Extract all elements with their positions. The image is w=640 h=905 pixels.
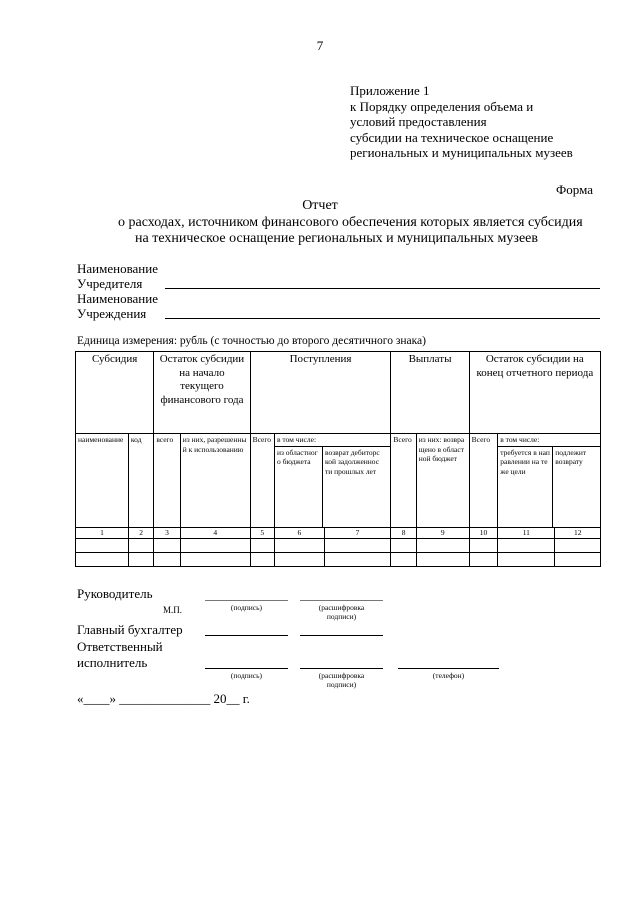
responsible-signature-line[interactable] — [205, 668, 288, 669]
founder-label: Наименование — [77, 261, 158, 276]
header-subsidy: Субсидия — [76, 352, 154, 434]
col-header: из них: возвращено в областной бюджет — [416, 434, 469, 528]
col-header: наименование — [76, 434, 129, 528]
table-cell[interactable] — [274, 552, 324, 566]
report-subtitle: о расходах, источником финансового обеспечения которых является субсидия — [118, 215, 583, 230]
institution-label: Учреждения — [77, 306, 147, 321]
col-header: в том числе: — [498, 434, 600, 447]
founder-input-line[interactable] — [165, 288, 600, 289]
table-row — [76, 538, 601, 552]
col-header-group — [498, 434, 601, 528]
accountant-decoding-line[interactable] — [300, 635, 383, 636]
header-start-balance: Остаток субсидии на начало текущего финансового года — [154, 352, 250, 434]
decoding-caption — [300, 671, 383, 689]
header-receipts: Поступления — [250, 352, 391, 434]
col-header: Всего — [391, 434, 416, 528]
col-number: 11 — [498, 527, 555, 538]
responsible-label: Ответственный — [77, 639, 163, 654]
decoding-caption-line: подписи) — [326, 680, 357, 689]
col-number: 8 — [391, 527, 416, 538]
annex-line: региональных и муниципальных музеев — [350, 145, 573, 160]
table-cell[interactable] — [391, 538, 416, 552]
signature-caption: (подпись) — [230, 603, 263, 612]
phone-caption: (телефон) — [432, 671, 465, 680]
col-header: из них, разрешенный к использованию — [180, 434, 250, 528]
table-cell[interactable] — [555, 552, 601, 566]
col-number: 9 — [416, 527, 469, 538]
col-header: возврат дебиторской задолженности прошлых лет — [324, 447, 380, 476]
table-cell[interactable] — [180, 538, 250, 552]
head-signature-line[interactable] — [205, 600, 288, 601]
table-cell[interactable] — [498, 538, 555, 552]
col-number: 6 — [274, 527, 324, 538]
signature-caption: (подпись) — [230, 671, 263, 680]
stamp-label: М.П. — [163, 605, 183, 615]
annex-line: к Порядку определения объема и — [350, 98, 534, 114]
col-header: всего — [154, 434, 180, 528]
annex-line: субсидии на техническое оснащение — [350, 129, 554, 145]
col-header: из областного бюджета — [275, 447, 323, 527]
table-cell[interactable] — [128, 552, 153, 566]
head-label: Руководитель — [77, 586, 153, 601]
annex-block — [350, 83, 573, 161]
table-cell[interactable] — [416, 538, 469, 552]
col-number: 1 — [76, 527, 129, 538]
unit-note: Единица измерения: рубль (с точностью до второго десятичного знака) — [77, 335, 426, 347]
report-title: Отчет — [302, 198, 338, 213]
col-number: 7 — [324, 527, 391, 538]
col-header: подлежит возврату — [555, 447, 587, 466]
col-number: 4 — [180, 527, 250, 538]
col-number: 10 — [469, 527, 498, 538]
table-cell[interactable] — [469, 538, 498, 552]
col-number: 3 — [154, 527, 180, 538]
header-end-balance: Остаток субсидии на конец отчетного периода — [469, 352, 600, 434]
col-header: Всего — [250, 434, 274, 528]
table-cell[interactable] — [416, 552, 469, 566]
institution-input-line[interactable] — [165, 318, 600, 319]
col-number: 12 — [555, 527, 601, 538]
decoding-caption — [300, 603, 383, 621]
annex-title: Приложение 1 — [350, 83, 430, 98]
head-decoding-line[interactable] — [300, 600, 383, 601]
annex-line: условий предоставления — [350, 114, 487, 129]
table-cell[interactable] — [324, 552, 391, 566]
table-cell[interactable] — [76, 538, 129, 552]
form-label: Форма — [556, 182, 593, 197]
table-cell[interactable] — [250, 538, 274, 552]
table-cell[interactable] — [274, 538, 324, 552]
col-header: требуется в направлении на те же цели — [498, 447, 553, 527]
report-subtitle: на техническое оснащение региональных и муниципальных музеев — [135, 231, 538, 246]
page-number: 7 — [316, 38, 324, 53]
report-table — [75, 351, 601, 567]
decoding-caption-line: (расшифровка — [318, 671, 365, 680]
col-header: Всего — [469, 434, 498, 528]
header-payments: Выплаты — [391, 352, 469, 434]
responsible-label: исполнитель — [77, 655, 148, 670]
accountant-signature-line[interactable] — [205, 635, 288, 636]
table-cell[interactable] — [154, 552, 180, 566]
table-cell[interactable] — [76, 552, 129, 566]
table-cell[interactable] — [391, 552, 416, 566]
decoding-caption-line: подписи) — [326, 612, 357, 621]
col-header: код — [128, 434, 153, 528]
table-cell[interactable] — [469, 552, 498, 566]
responsible-decoding-line[interactable] — [300, 668, 383, 669]
table-cell[interactable] — [250, 552, 274, 566]
table-cell[interactable] — [180, 552, 250, 566]
col-header: в том числе: — [275, 434, 390, 447]
table-cell[interactable] — [498, 552, 555, 566]
date-line[interactable]: «____» ______________ 20__ г. — [77, 691, 250, 706]
table-row — [76, 552, 601, 566]
founder-label: Учредителя — [77, 276, 143, 291]
table-cell[interactable] — [154, 538, 180, 552]
col-number: 5 — [250, 527, 274, 538]
table-cell[interactable] — [128, 538, 153, 552]
responsible-phone-line[interactable] — [398, 668, 499, 669]
col-header-group — [274, 434, 390, 528]
institution-label: Наименование — [77, 291, 158, 306]
col-number: 2 — [128, 527, 153, 538]
chief-accountant-label: Главный бухгалтер — [77, 622, 183, 637]
table-cell[interactable] — [324, 538, 391, 552]
decoding-caption-line: (расшифровка — [318, 603, 365, 612]
table-cell[interactable] — [555, 538, 601, 552]
